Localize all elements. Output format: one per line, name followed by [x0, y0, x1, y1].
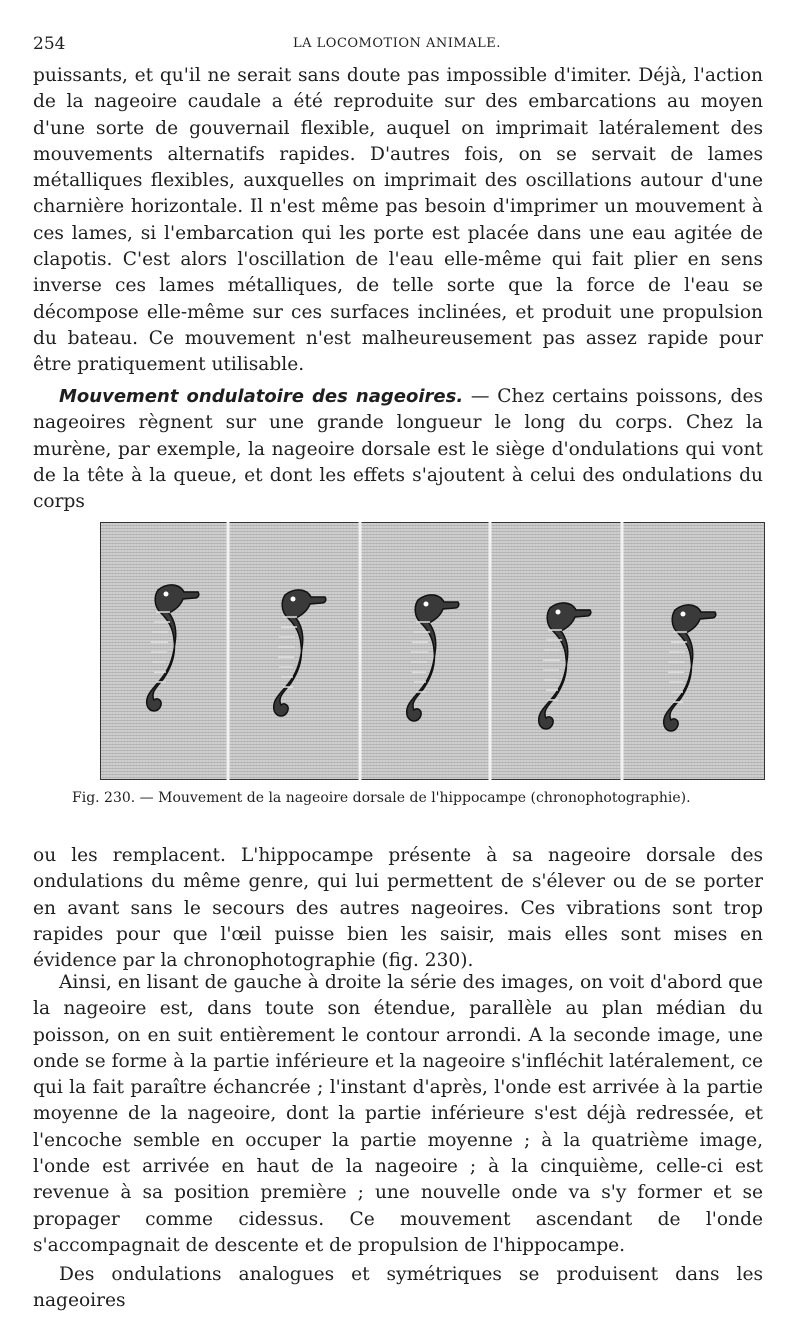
page-number: 254	[33, 34, 66, 54]
section-heading: Mouvement ondulatoire des nageoires.	[59, 386, 464, 407]
chronophotograph-plate	[100, 522, 765, 780]
paragraph-4: Ainsi, en lisant de gauche à droite la série des images, on voit d'abord que la nageoire est, dans toute son étendue, parallèle au plan médian du poisson, on en suit entièrement le contour arrondi. A la seconde image, une onde se forme à la partie inférieure et la nageoire s'infléchit latéralement, ce qui la fait paraître échancrée ; l'instant d'après, l'onde est arrivée à la partie moyenne de la nageoire, dont la partie inférieure s'est déjà redressée, et l'encoche semble en occuper la partie moyenne ; à la quatrième image, l'onde est arrivée en haut de la nageoire ; à la cinquième, celle-ci est revenue à sa position première ; une nouvelle onde va s'y former et se propager comme cidessus. Ce mouvement ascendant de l'onde s'accompagnait de descente et de propulsion de l'hippocampe.	[33, 972, 763, 1256]
paragraph-2	[33, 384, 763, 515]
paragraph-5: Des ondulations analogues et symétriques se produisent dans les nageoires	[33, 1264, 763, 1312]
running-title: LA LOCOMOTION ANIMALE.	[293, 36, 501, 51]
running-head	[33, 30, 768, 58]
paragraph-3: ou les remplacent. L'hippocampe présente à sa nageoire dorsale des ondulations du même genre, qui lui permettent de s'élever ou de se porter en avant sans le secours des autres nageoires. Ces vibrations sont trop rapides pour que l'œil puisse bien les saisir, mais elles sont mises en évidence par la chronophotographie (fig. 230).	[33, 845, 763, 972]
paragraph-2-text: — Chez certains poissons, des nageoires règnent sur une grande longueur le long du corps. Chez la murène, par exemple, la nageoire dorsale est le siège d'ondulations qui vont de la tête à la queue, et dont les effets s'ajoutent à celui des ondulations du corps	[33, 386, 763, 513]
paragraph-1: puissants, et qu'il ne serait sans doute pas impossible d'imiter. Déjà, l'action de la nageoire caudale a été reproduite sur des embarcations au moyen d'une sorte de gouvernail flexible, auquel on imprimait latéralement des mouvements alternatifs rapides. D'autres fois, on se servait de lames métalliques flexibles, auxquelles on imprimait des oscillations autour d'une charnière horizontale. Il n'est même pas besoin d'imprimer un mouvement à ces lames, si l'embarcation qui les porte est placée dans une eau agitée de clapotis. C'est alors l'oscillation de l'eau elle-même qui fait plier en sens inverse ces lames métalliques, de telle sorte que la force de l'eau se décompose elle-même sur ces surfaces inclinées, et produit une propulsion du bateau. Ce mouvement n'est malheureusement pas assez rapide pour être pratiquement utilisable.	[33, 65, 763, 376]
figure-230	[100, 522, 765, 780]
figure-caption: Fig. 230. — Mouvement de la nageoire dorsale de l'hippocampe (chronophotographie).	[72, 790, 691, 806]
